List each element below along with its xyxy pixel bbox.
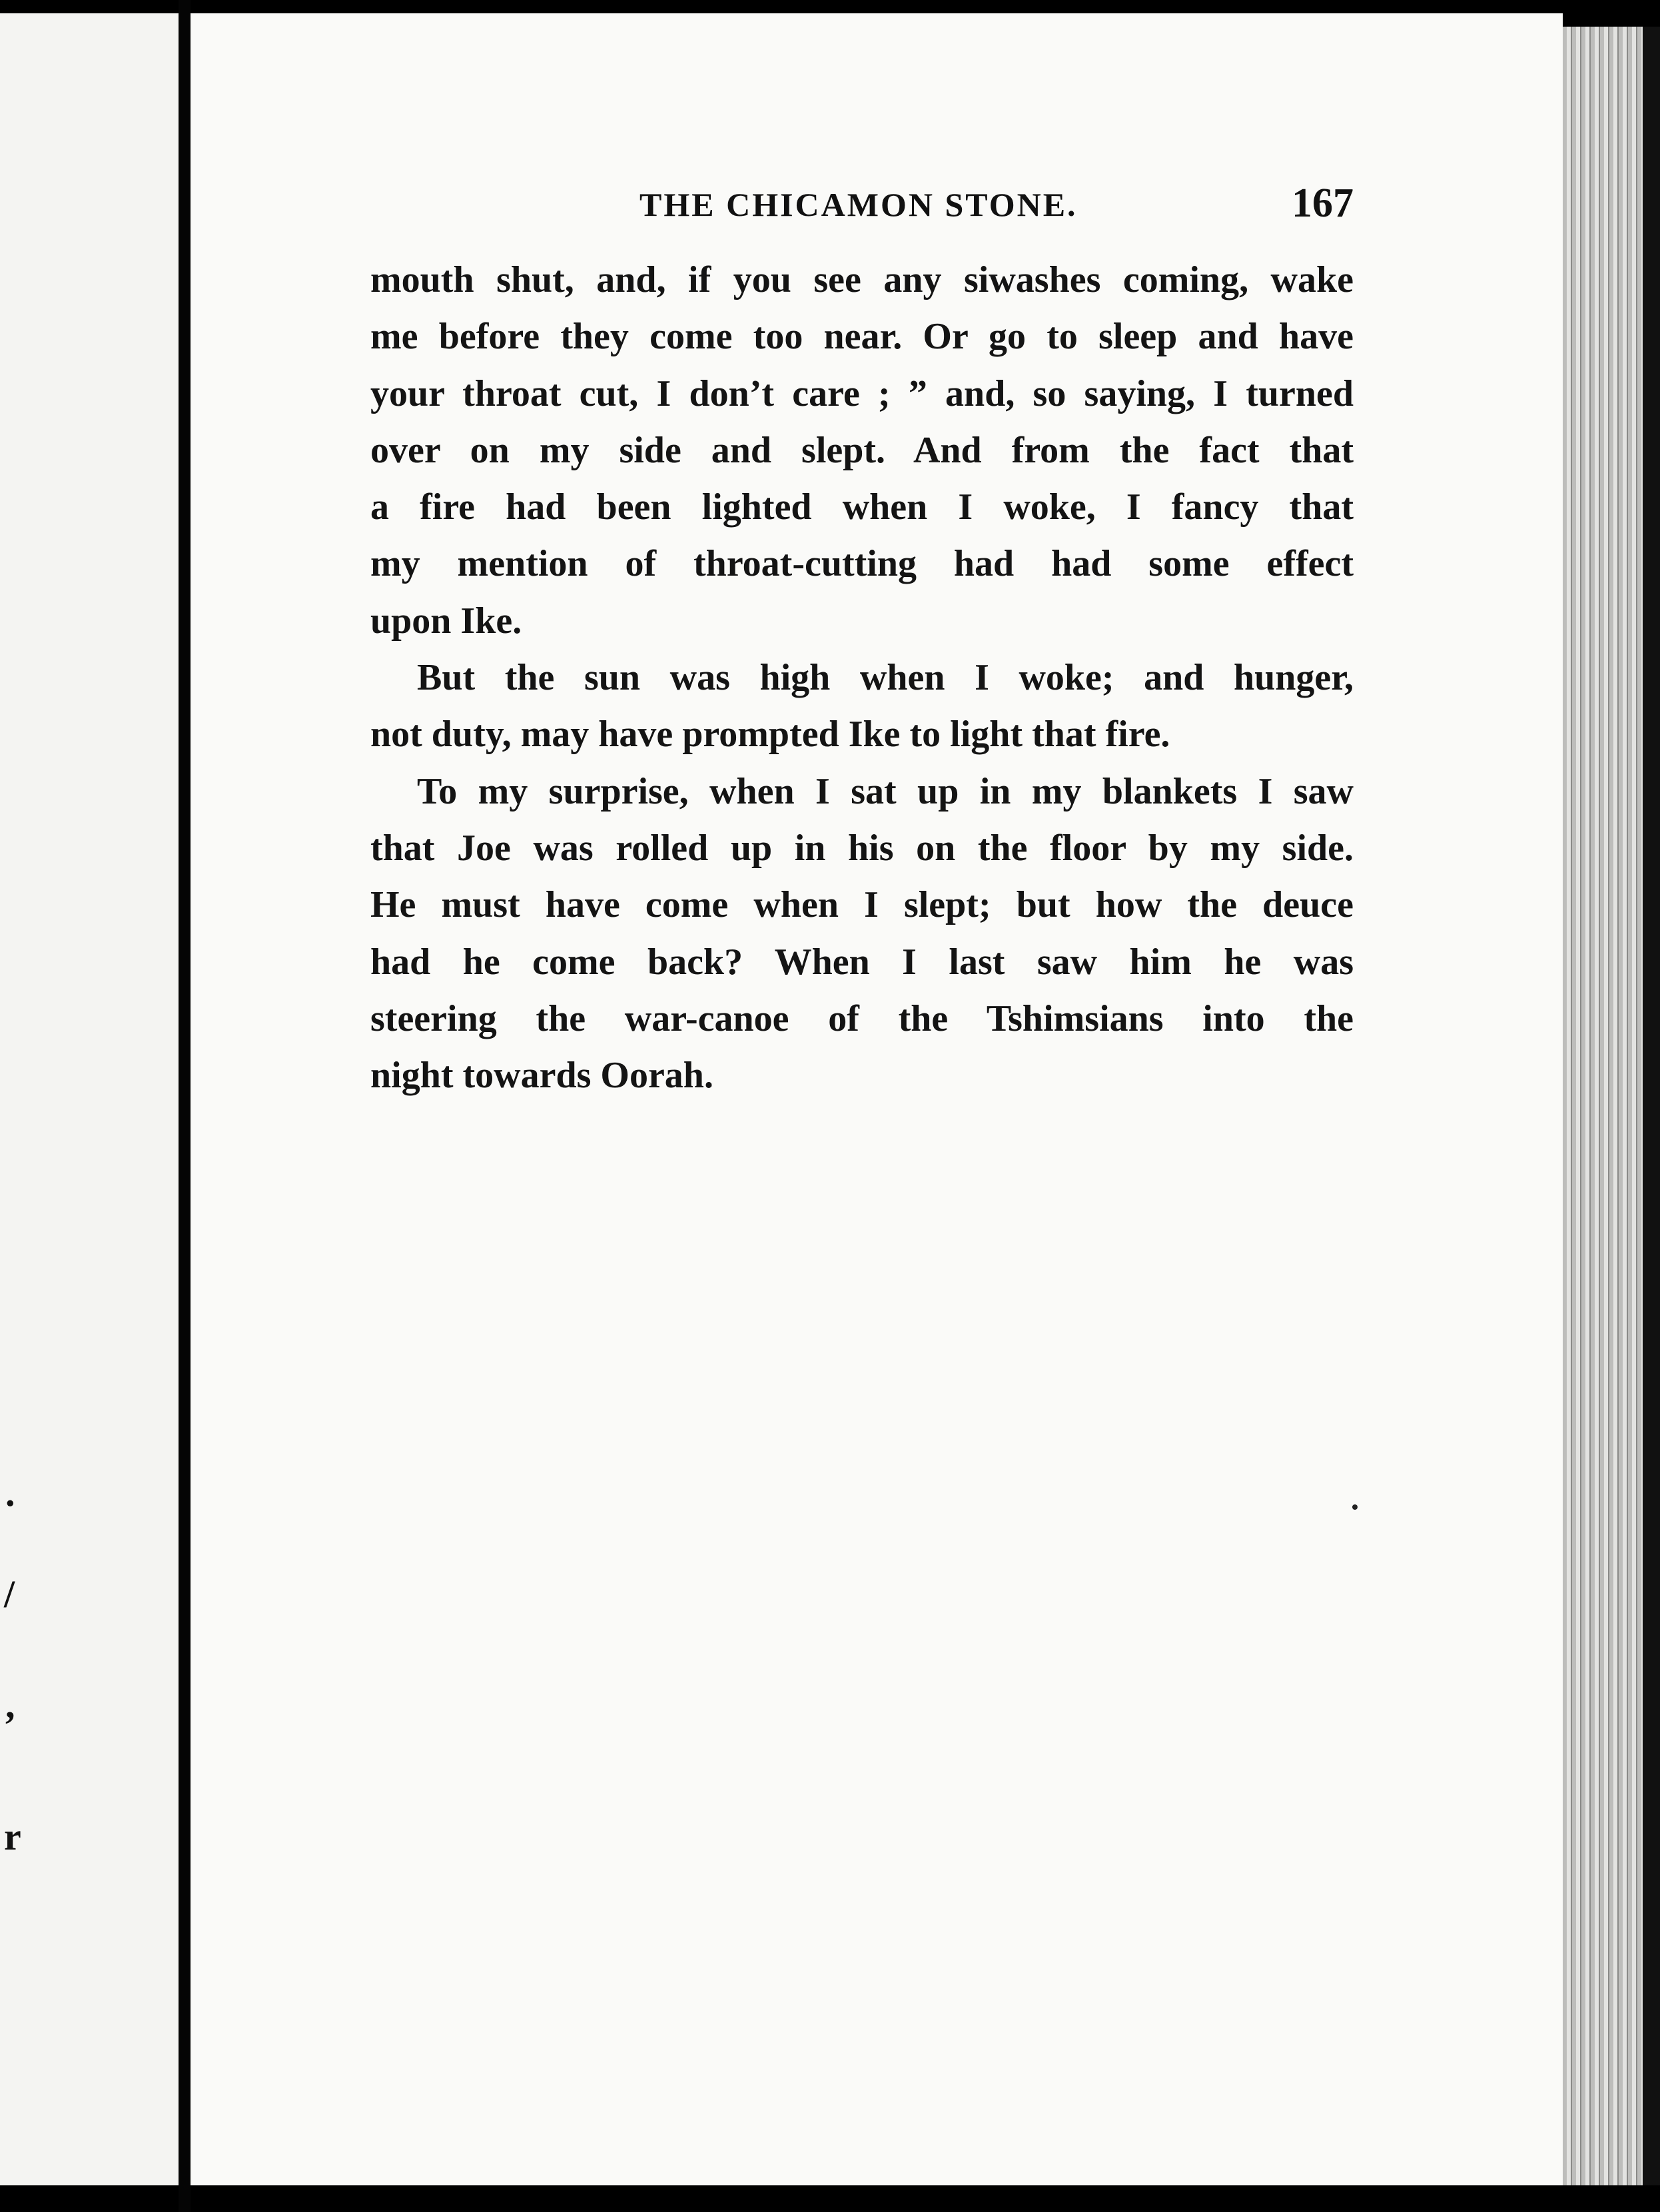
text-line: mouth shut, and, if you see any siwashes coming, wake [370,259,1354,300]
left-margin-fragment: , [5,1683,15,1726]
book-gutter [179,0,191,2212]
page-header [639,180,1354,233]
left-margin-fragment: / [4,1572,15,1616]
text-line: that Joe was rolled up in his on the floor by my side. [370,827,1354,869]
scan-speck [1352,1504,1358,1510]
paragraph [370,252,1354,650]
body-text [370,252,1354,1104]
text-line: my mention of throat-cutting had had some effect [370,543,1354,585]
text-line: But the sun was high when I woke; and hunger, [417,657,1354,699]
running-head: THE CHICAMON STONE. [639,186,1078,223]
text-line: not duty, may have prompted Ike to light that fire. [370,714,1170,756]
text-line: over on my side and slept. And from the fact that [370,429,1354,471]
text-line: had he come back? When I last saw him he was [370,941,1354,983]
left-margin-fragment: . [5,1471,15,1514]
text-line: To my surprise, when I sat up in my blankets I saw [417,770,1354,812]
book-cover-edge [1643,27,1660,2185]
text-line: upon Ike. [370,600,522,642]
paragraph [370,650,1354,764]
text-line: your throat cut, I don’t care ; ” and, so saying, I turned [370,372,1354,414]
text-line: me before they come too near. Or go to sleep and have [370,316,1354,358]
page-edges [1563,27,1643,2185]
text-line: He must have come when I slept; but how the deuce [370,884,1354,926]
left-margin-fragment: r [4,1815,21,1858]
text-line: steering the war-canoe of the Tshimsians into the [370,997,1354,1039]
page-number: 167 [1292,181,1354,226]
text-line: a fire had been lighted when I woke, I fancy that [370,486,1354,528]
left-page-fragment [0,13,179,2185]
paragraph [370,764,1354,1105]
text-line: night towards Oorah. [370,1055,713,1097]
